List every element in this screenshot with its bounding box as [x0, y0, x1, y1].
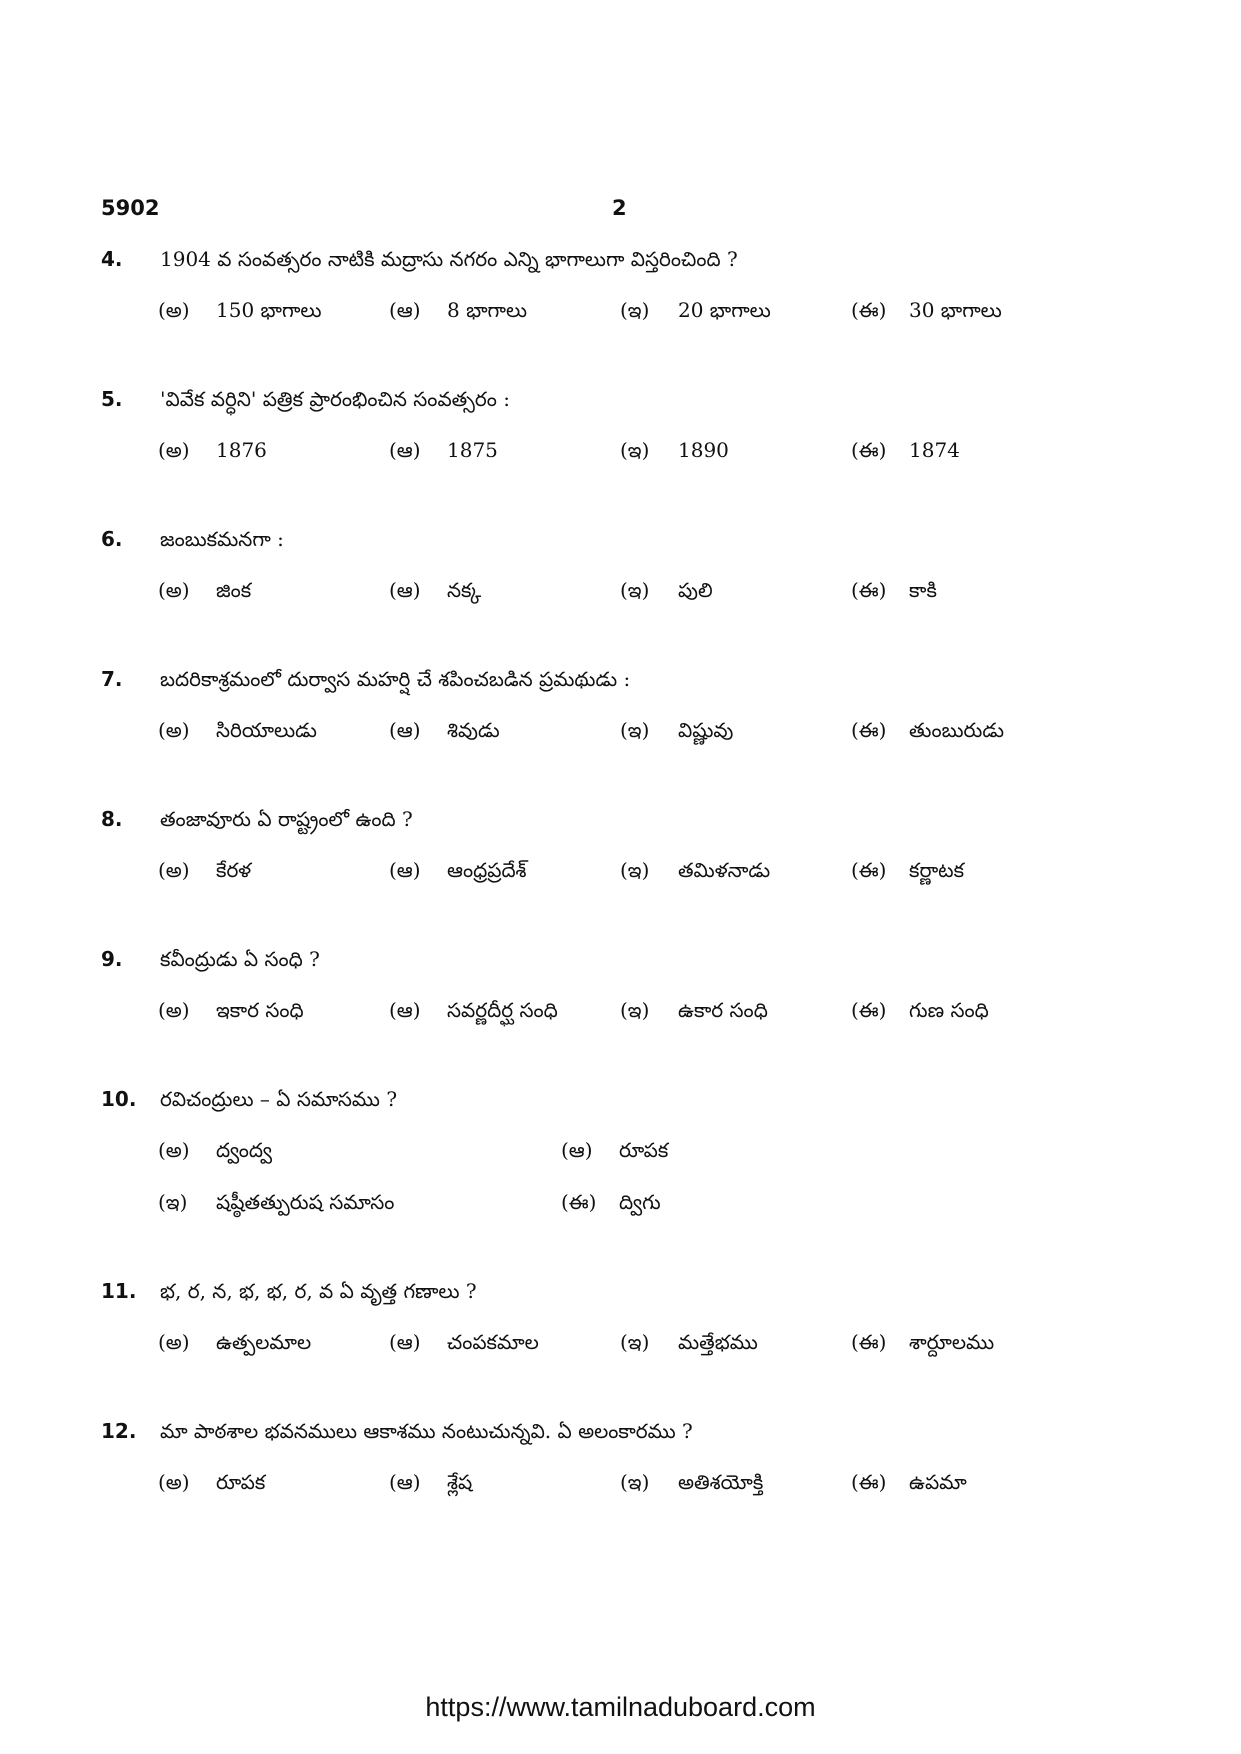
option-d: [851, 297, 1002, 323]
option-marker: (అ): [158, 858, 190, 882]
option-marker: (అ): [158, 718, 190, 742]
option-d: [851, 997, 989, 1023]
option-marker: (ఈ): [561, 1190, 597, 1214]
option-text: ఆంధ్రప్రదేశ్: [447, 858, 527, 882]
option-c: [620, 577, 713, 603]
option-b: [389, 297, 527, 323]
option-marker: (ఆ): [389, 1470, 421, 1494]
option-text: తమిళనాడు: [678, 858, 771, 882]
option-text: మత్తేభము: [678, 1330, 758, 1354]
option-b: [389, 1469, 472, 1495]
option-c: [620, 1329, 758, 1355]
question-number: 8.: [101, 807, 123, 831]
option-marker: (ఈ): [851, 858, 887, 882]
option-marker: (ఇ): [620, 858, 650, 882]
option-text: గుణ సంధి: [909, 998, 989, 1022]
option-d: [851, 717, 1004, 743]
option-d: [851, 1469, 967, 1495]
option-d: [851, 857, 964, 883]
option-text: రూపక: [216, 1470, 266, 1494]
option-marker: (ఇ): [620, 438, 650, 462]
option-marker: (ఈ): [851, 578, 887, 602]
option-marker: (ఇ): [158, 1190, 188, 1214]
option-marker: (అ): [158, 438, 190, 462]
option-text: 30 భాగాలు: [909, 298, 1002, 322]
option-a: [158, 857, 251, 883]
option-marker: (ఈ): [851, 718, 887, 742]
option-marker: (ఇ): [620, 998, 650, 1022]
option-a: [158, 997, 304, 1023]
option-a: [158, 1137, 272, 1163]
option-c: [620, 717, 733, 743]
question-text: భ, ర, న, భ, భ, ర, వ ఏ వృత్త గణాలు ?: [160, 1279, 477, 1303]
option-d: [851, 437, 960, 463]
question-text: తంజావూరు ఏ రాష్ట్రంలో ఉంది ?: [160, 807, 413, 831]
question-number: 5.: [101, 387, 123, 411]
option-marker: (అ): [158, 298, 190, 322]
question-text: జంబుకమనగా :: [160, 527, 284, 551]
option-text: శ్లేష: [447, 1470, 473, 1494]
question-text: 'వివేక వర్ధిని' పత్రిక ప్రారంభించిన సంవత్సరం :: [160, 387, 511, 411]
option-text: 1876: [216, 438, 267, 462]
option-text: చంపకమాల: [447, 1330, 539, 1354]
option-marker: (ఆ): [389, 718, 421, 742]
option-a: [158, 577, 251, 603]
option-d: [561, 1189, 661, 1215]
option-marker: (అ): [158, 1330, 190, 1354]
option-text: విష్ణువు: [678, 718, 734, 742]
option-text: 8 భాగాలు: [447, 298, 528, 322]
question-text: మా పాఠశాల భవనములు ఆకాశము నంటుచున్నవి. ఏ అలంకారము ?: [160, 1419, 693, 1443]
option-marker: (ఆ): [389, 578, 421, 602]
option-text: ద్వంద్వ: [216, 1138, 272, 1162]
option-text: ఉత్పలమాల: [216, 1330, 312, 1354]
option-text: 1875: [447, 438, 498, 462]
option-marker: (అ): [158, 1138, 190, 1162]
option-marker: (ఆ): [389, 858, 421, 882]
option-text: శివుడు: [447, 718, 500, 742]
option-marker: (అ): [158, 998, 190, 1022]
option-marker: (ఆ): [389, 1330, 421, 1354]
question-number: 6.: [101, 527, 123, 551]
option-marker: (ఆ): [389, 298, 421, 322]
question-number: 9.: [101, 947, 123, 971]
option-text: కర్ణాటక: [909, 858, 965, 882]
option-text: సిరియాలుడు: [216, 718, 317, 742]
option-marker: (ఇ): [620, 1330, 650, 1354]
option-text: కేరళ: [216, 858, 252, 882]
option-text: ఉపమా: [909, 1470, 967, 1494]
question-text: బదరికాశ్రమంలో దుర్వాస మహర్షి చే శపించబడిన ప్రమథుడు :: [160, 667, 631, 691]
option-c: [620, 437, 729, 463]
option-marker: (ఇ): [620, 298, 650, 322]
option-text: తుంబురుడు: [909, 718, 1005, 742]
question-number: 7.: [101, 667, 123, 691]
option-marker: (ఇ): [620, 1470, 650, 1494]
option-b: [389, 717, 500, 743]
option-marker: (ఈ): [851, 998, 887, 1022]
option-b: [389, 857, 527, 883]
option-text: సవర్ణదీర్ఘ సంధి: [447, 998, 558, 1022]
question-number: 4.: [101, 247, 123, 271]
option-a: [158, 437, 267, 463]
question-number: 12.: [101, 1419, 137, 1443]
option-marker: (అ): [158, 1470, 190, 1494]
option-c: [620, 857, 770, 883]
option-text: కాకి: [909, 578, 937, 602]
option-text: శార్దూలము: [909, 1330, 995, 1354]
option-text: ఇకార సంధి: [216, 998, 304, 1022]
option-c: [620, 1469, 763, 1495]
option-text: 1890: [678, 438, 729, 462]
question-text: కవీంద్రుడు ఏ సంధి ?: [160, 947, 320, 971]
question-number: 11.: [101, 1279, 137, 1303]
option-text: నక్క: [447, 578, 482, 602]
option-text: షష్ఠీతత్పురుష సమాసం: [216, 1190, 395, 1214]
footer-url: https://www.tamilnaduboard.com: [425, 1692, 816, 1722]
option-marker: (ఇ): [620, 718, 650, 742]
option-text: రూపక: [619, 1138, 669, 1162]
option-marker: (ఆ): [389, 438, 421, 462]
option-c: [620, 997, 768, 1023]
option-marker: (ఈ): [851, 1330, 887, 1354]
option-text: అతిశయోక్తి: [678, 1470, 764, 1494]
question-number: 10.: [101, 1087, 137, 1111]
option-b: [389, 997, 558, 1023]
paper-code: 5902: [101, 196, 160, 220]
option-b: [389, 437, 498, 463]
option-b: [389, 577, 481, 603]
option-marker: (అ): [158, 578, 190, 602]
option-marker: (ఇ): [620, 578, 650, 602]
option-text: ఉకార సంధి: [678, 998, 768, 1022]
option-text: పులి: [678, 578, 713, 602]
question-text: 1904 వ సంవత్సరం నాటికి మద్రాసు నగరం ఎన్ని భాగాలుగా విస్తరించింది ?: [160, 247, 738, 271]
option-d: [851, 1329, 994, 1355]
question-text: రవిచంద్రులు – ఏ సమాసము ?: [160, 1087, 398, 1111]
option-marker: (ఈ): [851, 438, 887, 462]
option-a: [158, 1329, 311, 1355]
option-c: [158, 1189, 394, 1215]
option-a: [158, 1469, 265, 1495]
option-a: [158, 297, 322, 323]
option-b: [561, 1137, 668, 1163]
option-a: [158, 717, 317, 743]
option-text: జింక: [216, 578, 252, 602]
option-text: 150 భాగాలు: [216, 298, 322, 322]
option-marker: (ఆ): [389, 998, 421, 1022]
option-marker: (ఈ): [851, 1470, 887, 1494]
option-b: [389, 1329, 539, 1355]
option-d: [851, 577, 937, 603]
option-marker: (ఆ): [561, 1138, 593, 1162]
page-number: 2: [612, 196, 627, 220]
option-text: 20 భాగాలు: [678, 298, 771, 322]
option-c: [620, 297, 771, 323]
option-text: 1874: [909, 438, 960, 462]
option-text: ద్విగు: [619, 1190, 661, 1214]
option-marker: (ఈ): [851, 298, 887, 322]
